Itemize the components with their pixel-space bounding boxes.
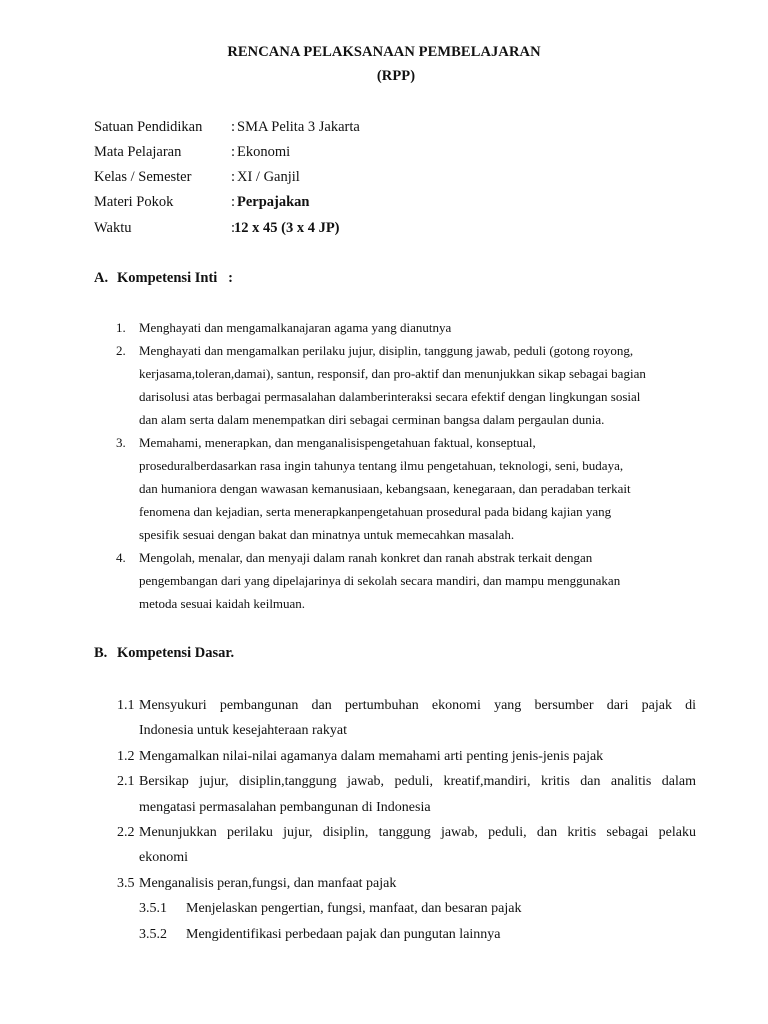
list-item-text: Menghayati dan mengamalkan perilaku jujur, disiplin, tanggung jawab, peduli (gotong royong, [139, 343, 634, 358]
kompetensi-inti-list [116, 316, 696, 615]
list-item-number: 1.2 [117, 748, 135, 764]
section-letter: B. [94, 645, 108, 661]
list-item-text: Bersikap jujur, disiplin,tanggung jawab, peduli, kreatif,mandiri, kritis dan analitis dalam [139, 774, 696, 790]
section-heading-kompetensi-dasar [94, 645, 234, 662]
list-item-text: dan humaniora dengan wawasan kemanusiaan, kebangsaan, kenegaraan, dan peradaban terkait [139, 481, 631, 496]
list-item-text: kerjasama,toleran,damai), santun, responsif, dan pro-aktif dan menunjukkan sikap sebagai bagian [139, 366, 646, 381]
list-item-number: 3.5 [117, 875, 135, 891]
info-label: Waktu [94, 220, 132, 236]
list-item [117, 820, 696, 871]
info-separator: : [231, 169, 236, 185]
sub-list-item-number: 3.5.2 [139, 926, 167, 942]
info-separator: : [231, 144, 236, 160]
sub-list-item-number: 3.5.1 [139, 901, 167, 917]
list-item-text: Indonesia untuk kesejahteraan rakyat [139, 723, 347, 739]
section-title: Kompetensi Dasar. [117, 645, 235, 661]
list-item-number: 4. [116, 550, 126, 565]
section-heading-kompetensi-inti [94, 270, 233, 287]
list-item-text: Menunjukkan perilaku jujur, disiplin, tanggung jawab, peduli, dan kritis sebagai pelaku [139, 825, 696, 841]
list-item [117, 769, 696, 820]
list-item-text: proseduralberdasarkan rasa ingin tahunya tentang ilmu pengetahuan, teknologi, seni, budaya, [139, 458, 624, 473]
list-item [116, 316, 696, 339]
list-item-number: 2.1 [117, 774, 135, 790]
section-suffix: : [228, 270, 234, 286]
list-item-text: ekonomi [139, 850, 188, 866]
info-separator: : [231, 220, 236, 236]
sub-list-item [117, 896, 696, 921]
section-letter: A. [94, 270, 109, 286]
list-item [117, 693, 696, 744]
sub-list-item-text: Menjelaskan pengertian, fungsi, manfaat, dan besaran pajak [186, 901, 522, 917]
list-item [117, 871, 696, 896]
info-value: XI / Ganjil [237, 169, 300, 185]
list-item-number: 2. [116, 343, 126, 358]
info-value: Ekonomi [237, 144, 291, 160]
info-separator: : [231, 119, 236, 135]
info-separator: : [231, 194, 236, 210]
info-label: Kelas / Semester [94, 169, 192, 185]
info-value: Perpajakan [237, 194, 310, 210]
info-label: Materi Pokok [94, 194, 174, 210]
list-item-text: dan alam serta dalam menempatkan diri sebagai cerminan bangsa dalam pergaulan dunia. [139, 412, 605, 427]
info-label: Satuan Pendidikan [94, 119, 203, 135]
list-item-text: darisolusi atas berbagai permasalahan dalamberinteraksi secara efektif dengan lingkungan sosial [139, 389, 641, 404]
list-item-text: mengatasi permasalahan pembangunan di Indonesia [139, 799, 431, 815]
kompetensi-dasar-list [117, 693, 696, 947]
list-item-text: Mengamalkan nilai-nilai agamanya dalam memahami arti penting jenis-jenis pajak [139, 748, 604, 764]
document-title: RENCANA PELAKSANAAN PEMBELAJARAN [227, 44, 541, 60]
info-value: 12 x 45 (3 x 4 JP) [234, 220, 340, 236]
list-item-number: 3. [116, 435, 126, 450]
list-item-number: 1.1 [117, 698, 135, 713]
list-item [116, 339, 696, 431]
document-subtitle: (RPP) [376, 68, 416, 84]
info-value: SMA Pelita 3 Jakarta [237, 119, 360, 135]
list-item-text: Menghayati dan mengamalkanajaran agama yang dianutnya [139, 320, 452, 335]
list-item-text: Memahami, menerapkan, dan menganalisispengetahuan faktual, konseptual, [139, 435, 536, 450]
list-item-text: pengembangan dari yang dipelajarinya di sekolah secara mandiri, dan mampu menggunakan [139, 573, 621, 588]
list-item [117, 744, 696, 769]
sub-list-item-text: Mengidentifikasi perbedaan pajak dan pungutan lainnya [186, 926, 501, 942]
list-item-text: Menganalisis peran,fungsi, dan manfaat pajak [139, 875, 397, 891]
list-item [116, 546, 696, 615]
section-title: Kompetensi Inti [117, 270, 218, 286]
list-item-text: fenomena dan kejadian, serta menerapkanpengetahuan prosedural pada bidang kajian yang [139, 504, 612, 519]
list-item-number: 1. [116, 320, 126, 335]
list-item [116, 431, 696, 546]
list-item-text: Mengolah, menalar, dan menyaji dalam ranah konkret dan ranah abstrak terkait dengan [139, 550, 593, 565]
list-item-text: spesifik sesuai dengan bakat dan minatnya untuk memecahkan masalah. [139, 527, 515, 542]
list-item-number: 2.2 [117, 825, 135, 841]
list-item-text: metoda sesuai kaidah keilmuan. [139, 596, 306, 611]
info-label: Mata Pelajaran [94, 144, 182, 160]
sub-list-item [117, 922, 696, 947]
list-item-text: Mensyukuri pembangunan dan pertumbuhan ekonomi yang bersumber dari pajak di [139, 698, 696, 713]
